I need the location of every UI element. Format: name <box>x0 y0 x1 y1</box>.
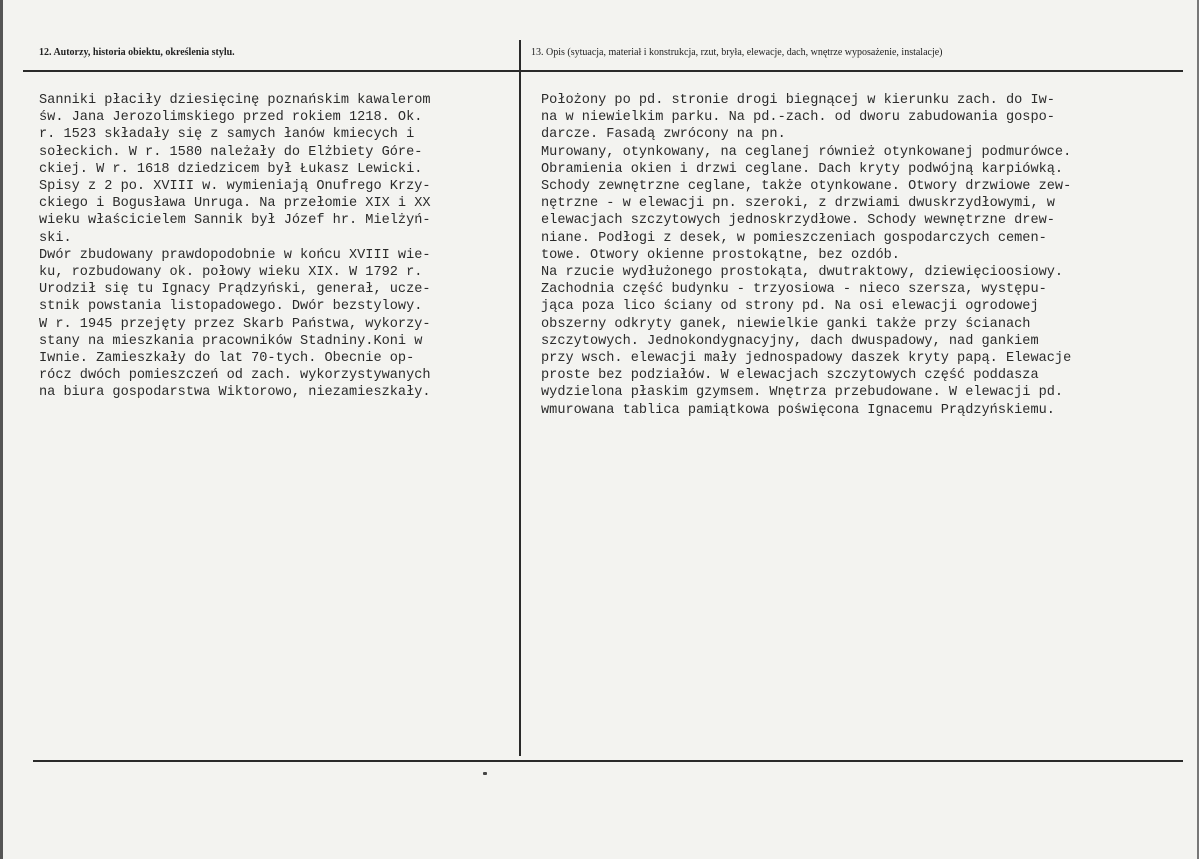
text-line: Zachodnia część budynku - trzyosiowa - nieco szersza, występu- <box>541 282 1047 298</box>
text-line: elewacjach szczytowych jednoskrzydłowe. Schody wewnętrzne drew- <box>541 213 1055 229</box>
text-line: ckiej. W r. 1618 dziedzicem był Łukasz Lewicki. <box>39 161 423 177</box>
text-line: Na rzucie wydłużonego prostokąta, dwutraktowy, dziewięcioosiowy. <box>541 265 1064 281</box>
text-line: ku, rozbudowany ok. połowy wieku XIX. W 1792 r. <box>39 265 423 281</box>
text-line: nętrzne - w elewacji pn. szeroki, z drzwiami dwuskrzydłowymi, w <box>541 196 1055 212</box>
ink-mark <box>483 772 487 775</box>
text-line: Urodził się tu Ignacy Prądzyński, generał, ucze- <box>39 282 431 298</box>
header-rule <box>23 70 1183 72</box>
section-13-text <box>541 92 1186 419</box>
text-line: niane. Podłogi z desek, w pomieszczeniach gospodarczych cemen- <box>541 230 1047 246</box>
text-line: sołeckich. W r. 1580 należały do Elżbiety Góre- <box>39 144 423 160</box>
text-line: na w niewielkim parku. Na pd.-zach. od dworu zabudowania gospo- <box>541 110 1055 126</box>
text-line: Położony po pd. stronie drogi biegnącej w kierunku zach. do Iw- <box>541 93 1055 108</box>
text-line: r. 1523 składały się z samych łanów kmiecych i <box>39 127 415 143</box>
text-line: ski. <box>39 230 72 246</box>
text-line: Spisy z 2 po. XVIII w. wymieniają Onufrego Krzy- <box>39 179 431 195</box>
section-13-heading: 13. Opis (sytuacja, materiał i konstrukcja, rzut, bryła, elewacje, dach, wnętrze wyposażenie, instalacje) <box>531 47 943 58</box>
text-line: stnik powstania listopadowego. Dwór bezstylowy. <box>39 299 423 315</box>
text-line: jąca poza lico ściany od strony pd. Na osi elewacji ogrodowej <box>541 299 1039 315</box>
text-line: ckiego i Bogusława Unruga. Na przełomie XIX i XX <box>39 196 431 212</box>
text-line: obszerny odkryty ganek, niewielkie ganki także przy ścianach <box>541 316 1031 332</box>
column-divider <box>519 40 521 756</box>
section-12-heading: 12. Autorzy, historia obiektu, określenia stylu. <box>39 47 235 58</box>
bottom-rule <box>33 760 1183 762</box>
text-line: Murowany, otynkowany, na ceglanej również otynkowanej podmurówce. <box>541 144 1072 160</box>
text-line: Sanniki płaciły dziesięcinę poznańskim kawalerom <box>39 93 431 108</box>
text-line: towe. Otwory okienne prostokątne, bez ozdób. <box>541 247 900 263</box>
text-line: wydzielona płaskim gzymsem. Wnętrza przebudowane. W elewacji pd. <box>541 385 1064 401</box>
text-line: W r. 1945 przejęty przez Skarb Państwa, wykorzy- <box>39 316 431 332</box>
text-line: Schody zewnętrzne ceglane, także otynkowane. Otwory drzwiowe zew- <box>541 179 1072 195</box>
text-line: wmurowana tablica pamiątkowa poświęcona Ignacemu Prądzyńskiemu. <box>541 402 1055 418</box>
text-line: św. Jana Jerozolimskiego przed rokiem 1218. Ok. <box>39 110 423 126</box>
section-12-text <box>39 92 517 402</box>
text-line: na biura gospodarstwa Wiktorowo, niezamieszkały. <box>39 385 431 401</box>
text-line: przy wsch. elewacji mały jednospadowy daszek kryty papą. Elewacje <box>541 351 1072 367</box>
text-line: szczytowych. Jednokondygnacyjny, dach dwuspadowy, nad gankiem <box>541 333 1039 349</box>
text-line: proste bez podziałów. W elewacjach szczytowych część poddasza <box>541 368 1039 384</box>
text-line: stany na mieszkania pracowników Stadniny.Koni w <box>39 333 423 349</box>
text-line: darcze. Fasadą zwrócony na pn. <box>541 127 786 143</box>
text-line: rócz dwóch pomieszczeń od zach. wykorzystywanych <box>39 368 431 384</box>
text-line: wieku właścicielem Sannik był Józef hr. Mielżyń- <box>39 213 431 229</box>
text-line: Obramienia okien i drzwi ceglane. Dach kryty podwójną karpiówką. <box>541 161 1064 177</box>
text-line: Iwnie. Zamieszkały do lat 70-tych. Obecnie op- <box>39 351 415 367</box>
text-line: Dwór zbudowany prawdopodobnie w końcu XVIII wie- <box>39 247 431 263</box>
